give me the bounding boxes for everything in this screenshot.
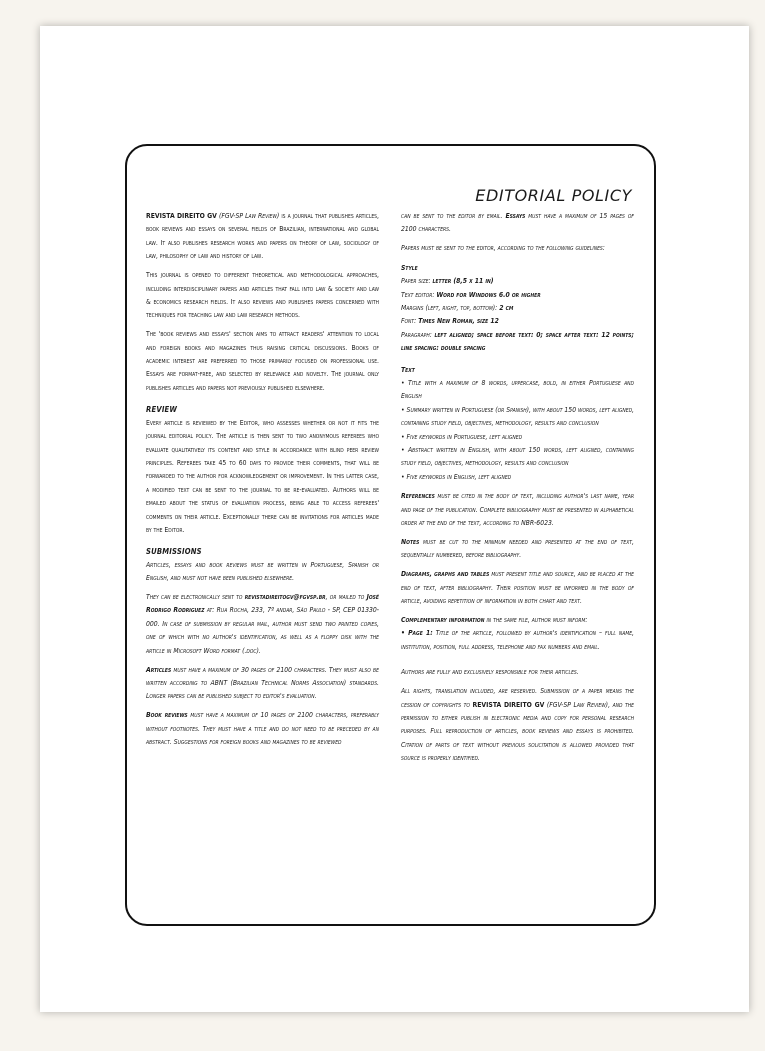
- rights-journal-name: REVISTA DIREITO GV: [472, 700, 545, 709]
- submission-contact-paragraph: [146, 591, 379, 658]
- right-column: [401, 210, 634, 771]
- rights-text-b: , and the permission to either publish in electronic media and copy for personal research purposes. Full reproduction of articles, book reviews and essays is prohibited. Citation of parts of text without previous solicitation is allowed provided that source is properly identified.: [401, 700, 635, 763]
- style-heading: Style: [401, 263, 418, 272]
- review-heading: REVIEW: [146, 405, 178, 415]
- text-requirements-list: [401, 377, 634, 484]
- continued-text-a: can be sent to the editor by email.: [401, 212, 503, 220]
- style-item: Font: Times New Roman, size 12: [401, 317, 499, 326]
- text-heading: Text: [401, 365, 415, 374]
- style-item: Paper size: letter (8,5 x 11 in): [401, 277, 494, 286]
- intro-text: is a journal that publishes articles, book reviews and essays on several fields of Brazilian, international and global law. It also publishes research works and papers on theory of law, sociology of law, philosophy of law and history of law.: [146, 212, 379, 261]
- book-reviews-paragraph: [146, 709, 379, 749]
- articles-text: must have a maximum of 30 pages of 2100 characters. They must also be written according to ABNT (Brazilian Technical Norms Association) standards. Longer papers can be published subject to editor's evaluation.: [146, 665, 379, 701]
- journal-alt-name: (FGV-SP Law Review): [219, 212, 280, 220]
- journal-name: REVISTA DIREITO GV: [146, 212, 217, 220]
- book-section-paragraph: The 'book reviews and essays' section aims to attract readers' attention to local and foreign books and magazines thus raising critical discussions. Books of academic interest are preferred to those primarily focused on professional use. Essays are format-free, and selected by relevance and novelty. The journal only publishes articles and papers not previously published elsewhere.: [146, 330, 379, 392]
- notes-text: must be cut to the minimum needed and presented at the end of text, sequentially numbered, before bibliography.: [401, 537, 634, 560]
- complementary-text: in the same file, author must inform:: [486, 615, 588, 624]
- rights-journal-alt: (FGV-SP Law Review): [546, 700, 609, 709]
- page1-label: • Page 1:: [401, 629, 433, 638]
- notes-paragraph: [401, 536, 634, 563]
- continued-paragraph: [401, 210, 634, 237]
- rights-paragraph: [401, 685, 634, 765]
- page1-text: Title of the article, followed by author's identification – full name, institution, position, full address, telephone and fax numbers and email.: [401, 629, 634, 651]
- text-item: • Five keywords in English, left aligned: [401, 472, 512, 481]
- review-paragraph: Every article is reviewed by the Editor, who assesses whether or not it fits the journal editorial policy. The article is then sent to two anonymous referees who evaluate qualitatively its content and style in accordance with blind peer review principles. Referees take 45 to 60 days to provide their comments, that will be forwarded to the author for acknowledgement or improvement. In this latter case, a modified text can be sent to the journal to be re-evaluated. Authors will be emailed about the status of evaluation process, being able to access referees' comments on their article. Exceptionally there can be invitations for articles made by the Editor.: [146, 418, 379, 534]
- contact-text-c: at: Rua Rocha, 233, 7º andar, São Paulo - SP, CEP 01330-000. In case of submission by regular mail, author must send two printed copies, one of which with no author's identification, as well as a floppy disk with the article in Microsoft Word format (.doc).: [146, 606, 379, 655]
- text-item: • Five keywords in Portuguese, left aligned: [401, 432, 523, 441]
- essays-label: Essays: [505, 212, 526, 220]
- submissions-heading: SUBMISSIONS: [146, 547, 202, 557]
- policy-frame: [125, 144, 656, 926]
- guidelines-intro: Papers must be sent to the editor, according to the following guidelines:: [401, 244, 605, 253]
- submission-email: revistadireitogv@fgvsp.br: [244, 593, 326, 602]
- articles-label: Articles: [146, 665, 172, 674]
- approach-paragraph: This journal is opened to different theoretical and methodological approaches, including interdisciplinary papers and articles that fall into law & society and law & economics research fields. It also reviews and publishes papers concerned with techniques for teaching law and law research methods.: [146, 271, 379, 320]
- diagrams-paragraph: [401, 568, 634, 608]
- notes-label: Notes: [401, 537, 420, 546]
- responsibility-paragraph: Authors are fully and exclusively responsible for their articles.: [401, 668, 579, 677]
- continued-text-b: must have a maximum of 15 pages of 2100 characters.: [401, 212, 634, 234]
- left-column: [146, 210, 379, 755]
- diagrams-label: Diagrams, graphs and tables: [401, 570, 490, 579]
- rights-text-a: All rights, translation included, are reserved. Submission of a paper means the cession of copyrights to: [401, 687, 634, 709]
- contact-text-b: , or mailed to: [325, 593, 365, 602]
- intro-paragraph: [146, 210, 379, 264]
- book-reviews-label: Book reviews: [146, 711, 188, 720]
- references-text: must be cited in the body of text, including author's last name, year and page of the publication. Complete bibliography must be presented in alphabetical order at the end of the text, according to NBR-6023.: [401, 492, 634, 528]
- style-list: [401, 275, 634, 355]
- page-sheet: [40, 26, 749, 1012]
- text-item: • Summary written in Portuguese (or Spanish), with about 150 words, left aligned, containing study field, objectives, methodology, results and conclusion: [401, 405, 634, 428]
- articles-paragraph: [146, 664, 379, 704]
- diagrams-text: must present title and source, and be placed at the end of text, after bibliography. Their position must be informed in the body of article, avoiding repetition of information in both chart and text.: [401, 570, 634, 606]
- contact-text-a: They can be electronically sent to: [146, 593, 243, 602]
- text-item: • Title with a maximum of 8 words, uppercase, bold, in either Portuguese and English: [401, 378, 634, 401]
- style-item: Margins (left, right, top, bottom): 2 cm: [401, 303, 514, 312]
- style-item: Text editor: Word for Windows 6.0 or higher: [401, 290, 541, 299]
- editor-name: José Rodrigo Rodriguez: [146, 593, 379, 615]
- references-label: References: [401, 492, 435, 501]
- references-paragraph: [401, 490, 634, 530]
- complementary-label: Complementary information: [401, 615, 485, 624]
- submissions-paragraph: Articles, essays and book reviews must be written in Portuguese, Spanish or English, and must not have been published elsewhere.: [146, 560, 379, 583]
- page-title: EDITORIAL POLICY: [475, 186, 632, 205]
- complementary-paragraph: [401, 614, 634, 627]
- book-reviews-text: must have a maximum of 10 pages of 2100 characters, preferably without footnotes. They must have a title and do not need to be preceded by an abstract. Suggestions for foreign books and magazines to be reviewed: [146, 711, 379, 747]
- page1-paragraph: [401, 627, 634, 654]
- style-item: Paragraph: left aligned; space before text: 0; space after text: 12 points; line spacing: double spacing: [401, 330, 634, 353]
- text-item: • Abstract written in English, with about 150 words, left aligned, containing study field, objectives, methodology, results and conclusion: [401, 446, 634, 468]
